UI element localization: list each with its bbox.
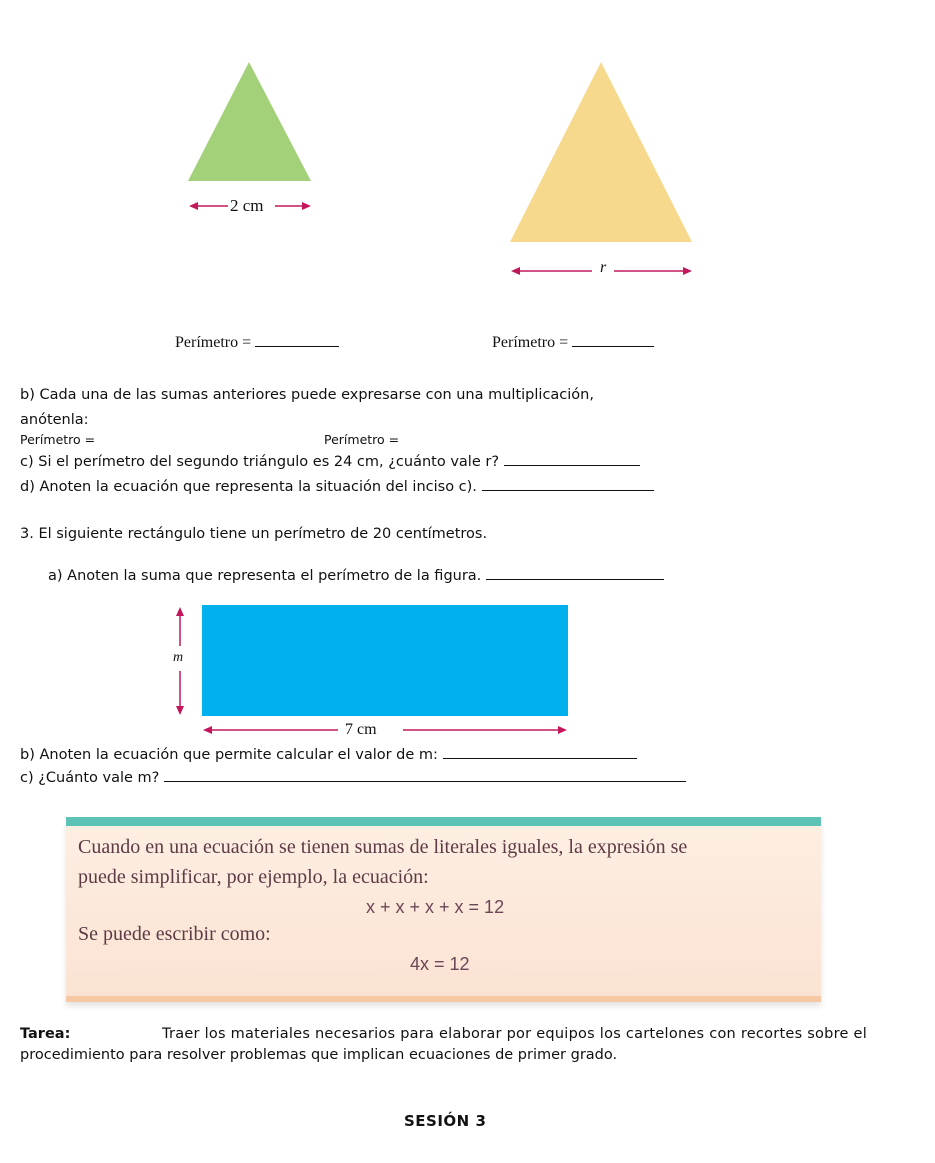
perimeter-a-label: Perímetro = bbox=[20, 432, 96, 447]
question-3c-text: c) ¿Cuánto vale m? bbox=[20, 770, 160, 786]
blue-rectangle bbox=[202, 605, 568, 716]
rectangle-width-label: 7 cm bbox=[345, 721, 377, 738]
session-title: SESIÓN 3 bbox=[404, 1112, 487, 1130]
perimeter-right-label bbox=[492, 334, 654, 352]
green-triangle-label: 2 cm bbox=[230, 196, 264, 215]
info-line-2: puede simplificar, por ejemplo, la ecuación: bbox=[78, 866, 429, 888]
perimeter-left-text: Perímetro = bbox=[175, 334, 252, 351]
exercise-3-title: 3. El siguiente rectángulo tiene un perímetro de 20 centímetros. bbox=[20, 526, 488, 542]
homework-line-2: procedimiento para resolver problemas que implican ecuaciones de primer grado. bbox=[20, 1047, 618, 1063]
question-2d bbox=[20, 478, 654, 496]
info-line-3: Se puede escribir como: bbox=[78, 923, 271, 945]
yellow-width-arrowhead-left bbox=[511, 267, 520, 275]
perimeter-right-text: Perímetro = bbox=[492, 334, 569, 351]
question-2c-text: c) Si el perímetro del segundo triángulo es 24 cm, ¿cuánto vale r? bbox=[20, 454, 500, 470]
info-line-1: Cuando en una ecuación se tienen sumas de literales iguales, la expresión se bbox=[78, 836, 688, 858]
info-box bbox=[66, 817, 821, 996]
yellow-triangle bbox=[510, 62, 692, 242]
question-3a bbox=[48, 567, 664, 585]
info-equation-1: x + x + x + x = 12 bbox=[366, 897, 505, 917]
question-3b bbox=[20, 746, 637, 764]
width-arrowhead-left bbox=[203, 726, 212, 734]
homework-line-1 bbox=[20, 1025, 867, 1043]
green-width-arrowhead-left bbox=[189, 202, 198, 210]
perimeter-left-label bbox=[175, 334, 339, 352]
question-2c-blank[interactable] bbox=[504, 465, 640, 466]
width-arrowhead-right bbox=[558, 726, 567, 734]
question-3b-text: b) Anoten la ecuación que permite calcular el valor de m: bbox=[20, 747, 438, 763]
homework-label: Tarea: bbox=[20, 1026, 71, 1042]
question-3a-text: a) Anoten la suma que representa el perímetro de la figura. bbox=[48, 568, 482, 584]
perimeter-b-label: Perímetro = bbox=[324, 432, 400, 447]
question-2b-continued: anótenla: bbox=[20, 412, 89, 428]
question-3c-blank[interactable] bbox=[164, 781, 686, 782]
question-2b: b) Cada una de las sumas anteriores puede expresarse con una multiplicación, bbox=[20, 387, 594, 403]
question-2d-blank[interactable] bbox=[482, 490, 654, 491]
yellow-triangle-label: r bbox=[600, 259, 607, 276]
height-arrowhead-top bbox=[176, 607, 184, 616]
perimeter-left-blank[interactable] bbox=[255, 346, 339, 347]
height-arrowhead-bottom bbox=[176, 706, 184, 715]
rectangle-height-label: m bbox=[173, 650, 184, 665]
yellow-width-arrowhead-right bbox=[683, 267, 692, 275]
question-3b-blank[interactable] bbox=[443, 758, 637, 759]
question-2d-text: d) Anoten la ecuación que representa la situación del inciso c). bbox=[20, 479, 477, 495]
green-width-arrowhead-right bbox=[302, 202, 311, 210]
perimeter-right-blank[interactable] bbox=[572, 346, 654, 347]
question-3c bbox=[20, 769, 686, 787]
info-equation-2: 4x = 12 bbox=[410, 954, 470, 974]
question-2c bbox=[20, 453, 640, 471]
question-3a-blank[interactable] bbox=[486, 579, 664, 580]
homework-text-1: Traer los materiales necesarios para elaborar por equipos los cartelones con recortes sobre el bbox=[162, 1026, 867, 1042]
green-triangle bbox=[188, 62, 311, 181]
